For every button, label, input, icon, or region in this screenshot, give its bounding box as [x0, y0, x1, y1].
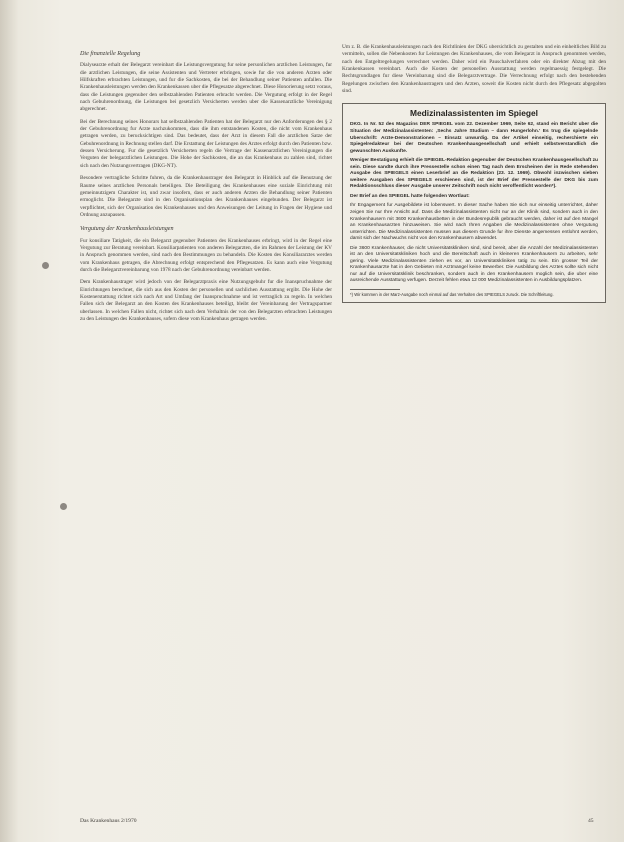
journal-footer: Das Krankenhaus 2/1970: [80, 818, 137, 824]
letter-paragraph: Ihr Engagement fur Ausgebildete ist lobenswert. In dieser Sache haben Sie sich nur einseitig unterrichtet, daher zeigen Sie nur Ihre Ansicht auf. Dass die Medizinalassistenten nicht nur an der Klinik sind, sondern auch in den Krankenhausern mit 3600 Krankenhausbetten in der Bundesrepublik gebraucht werden, daher ist auf den Mangel an Krankenhausarzten hinzuweisen. Sie wird nach Ihren Angaben die Medizinalassistenten ohne Vergutung unterrichten. Die Medizinalassistenten mussen aus diesem Grunde fur ihre Dienste angemessen entlohnt werden, damit sich der Nachwuchs nicht von den Krankenhausern abwendet.: [350, 203, 598, 242]
punch-hole-mark: [42, 262, 49, 269]
body-paragraph: Dialysearzte erhalt der Belegarzt vereinbart die Leistungsvergutung fur seine personlichen arztlichen Leistungen, fur die arztlichen Leistungen, die seine Assistenten und Vertreter erbringen, sowie fur die von anderen Arzten oder Hilfskraften erbrachten Leistungen, und fur die Sachkosten, die bei der Behandlung seiner Patienten anfallen. Die Krankenhausleistungen werden den Krankenkassen uber die Pflegesatze abgerechnet. Diese Honorierung setzt voraus, dass die Leistungen gegenuber den selbstzahlenden Patienten erbracht werden. Die Vergutung erfolgt in der Regel nach Gebuhrenordnung, die Leistungen bei gesetzlich Versicherten werden uber die Kassenarztliche Vereinigung abgerechnet.: [80, 62, 332, 113]
body-paragraph: Dem Krankenhaustrager wird jedoch von der Belegarztpraxis eine Nutzungsgebuhr fur die Inanspruchnahme der Einrichtungen berechnet, die sich aus den Kosten der personellen und sachlichen Ausstattung ergibt. Die Hohe der Kostenerstattung richtet sich nach Art und Umfang der Inanspruchnahme und ist vertraglich zu regeln. In welchen Fallen sich der Belegarzt an den Kosten des Krankenhauses beteiligt, bleibt der Vereinbarung der Vertragspartner uberlassen. In welchen Fallen nicht, richtet sich nach dem Verhaltnis der von den Belegarzten erbrachten Leistungen zu den Leistungen des Krankenhauses, sofern diese vom Krankenhaus getragen werden.: [80, 279, 332, 322]
box-paragraph: Weniger Bestatigung erhielt die SPIEGEL-Redaktion gegenuber der Deutschen Krankenhausgesellschaft zu sein. Diese sandte durch ihre Pressestelle schon einen Tag nach dem Erscheinen der in Rede stehenden Ausgabe des SPIEGELS einen Leserbrief an die Redaktion (23. 12. 1969). Obwohl inzwischen sieben weitere Ausgaben des SPIEGELS erschienen sind, ist der Brief der Pressestelle der DKG bis zum Redaktionsschluss dieser Ausgabe unserer Zeitschrift noch nicht veroffentlicht worden*).: [350, 158, 598, 190]
box-intro: DKG. In Nr. 52 des Magazins DER SPIEGEL vom 22. Dezember 1969, Seite 62, stand ein Bericht uber die Situation der Medizinalassistenten: ‚Sechs Jahre Studium – dann Hungerlohn.' Es trug die spiegelnde Uberschrift: Arzte-Demonstrationen – Einsatz unwurdig. Da der Artikel einseitig, recherchierte ein Spiegelredakteur bei der Deutschen Krankenhausgesellschaft und erhielt selbstverstandlich die gewunschten Auskunfte.: [350, 122, 598, 154]
letter-paragraph: Die 3600 Krankenhauser, die nicht Universitatskliniken sind, sind bereit, aber die Anzahl der Medizinalassistenten ist an den Universitatskliniken hoch und die Bereitschaft auch in kleineren Krankenhausern zu arbeiten, sehr gering. Viele Medizinalassistenten ziehen es vor, an Universitatskliniken tatig zu sein. Ein grosser Teil der Krankenhausarzte hat in den Gebieten mit Arztmangel keine Bewerber. Die Ausbildung des Arztes sollte sich nicht nur auf die Universitatsklinik beschranken, sondern auch in den Krankenhausern moglich sein, die uber eine ausreichende Ausstattung verfugen. Derzeit fehlen etwa 12 000 Medizinalassistenten in Ausbildungsplatzen.: [350, 245, 598, 284]
body-paragraph: Besondere vertragliche Schritte fuhren, da die Krankenhaustrager den Belegarzt in Hinblick auf die Benutzung der Raume seines arztlichen Personals beteiligen. Die Beteiligung des Krankenhauses eine soziale Einrichtung mit gemeinnutzigem Charakter ist, und zwar insofern, dass er auch anderen Arzten die Behandlung seiner Patienten ermoglicht. Die Belegarzte sind in den Organisationsplan des Krankenhauses eingebunden. Der Belegarzt ist verpflichtet, sich der Organisation des Krankenhauses und den Anweisungen der Leitung in Fragen der Hygiene und Ordnung anzupassen.: [80, 175, 332, 218]
body-paragraph: Um z. B. die Krankenhausleistungen nach den Richtlinien der DKG ubersichtlich zu gestalten und ein einheitliches Bild zu vermitteln, sollen die Nebenkosten fur Leistungen des Krankenhauses, die vom Belegarzt in Anspruch genommen werden, nach den Entgeltregelungen verrechnet werden. Daher wird ein Pauschalverfahren oder ein direkter Abzug mit den Krankenkassen vereinbart. Auch die Kosten der personellen Ausstattung werden regelmaessig festgelegt. Die Rechtsgrundlagen fur diese Vereinbarung sind die Belegarztvertrage. Die Verrechnung erfolgt nach den bestehenden Regelungen zwischen den Krankenhaustragern und den Arzten, soweit die Kosten nicht durch den Pflegesatz abgegolten sind.: [342, 44, 606, 95]
box-footnote: *) Wir kommen in der Marz-Ausgabe noch einmal auf das Verhalten des SPIEGELS zuruck. Die Schriftleitung.: [350, 291, 554, 297]
section-heading: Vergutung der Krankenhausleistungen: [80, 226, 174, 233]
footnote-divider: [350, 289, 400, 290]
right-column: [342, 44, 606, 303]
box-title: Medizinalassistenten im Spiegel: [410, 108, 538, 119]
body-paragraph: Bei der Berechnung seines Honorars hat selbstzahlenden Patienten hat der Belegarzt nur den Anforderungen des § 2 der Gebuhrenordnung fur Arzte nachzukommen, dass die ihm entstandenen Kosten, die nicht vom Krankenhaus getragen werden, zu berucksichtigen sind. Das bedeutet, dass der Arzt in diesem Fall die arztlichen Satze der Gebuhrenordnung in Rechnung stellen darf. Die Erstattung der Leistungen des Arztes erfolgt durch den Patienten bzw. dessen Versicherung. Fur die gesetzlich Versicherten regeln die Vertrage der Kassenarztlichen Vereinigungen die Verguten der belegarztlichen Leistungen. Die Hohe der Sachkosten, die an das Krankenhaus zu zahlen sind, richtet sich nach den Nutzungsvertragen (DKG-NT).: [80, 118, 332, 169]
box-subheading: Der Brief an den SPIEGEL hatte folgenden Wortlaut:: [350, 193, 470, 199]
punch-hole-mark: [60, 503, 67, 510]
section-heading: Die finanzielle Regelung: [80, 51, 141, 57]
page-number: 45: [588, 818, 594, 824]
left-column: [80, 44, 332, 328]
body-paragraph: Fur konsiliare Tatigkeit, die ein Belegarzt gegenuber Patienten des Krankenhauses erbringt, wird in der Regel eine Vergutung zur Beratung vereinbart. Konsiliarpatienten von anderen Belegarzten, die im Rahmen der Leistung der KV in Anspruch genommen werden, sind nach den Bestimmungen zu behandeln. Die Kosten des Konsiliararztes werden vom Krankenhaus getragen, die Abrechnung erfolgt entsprechend den Pflegesatzen. Es kann auch eine Vergutung durch die Belegarztvereinbarung von 1978 nach der Gebuhrenordnung vereinbart werden.: [80, 237, 332, 273]
sidebar-box: [342, 103, 606, 302]
